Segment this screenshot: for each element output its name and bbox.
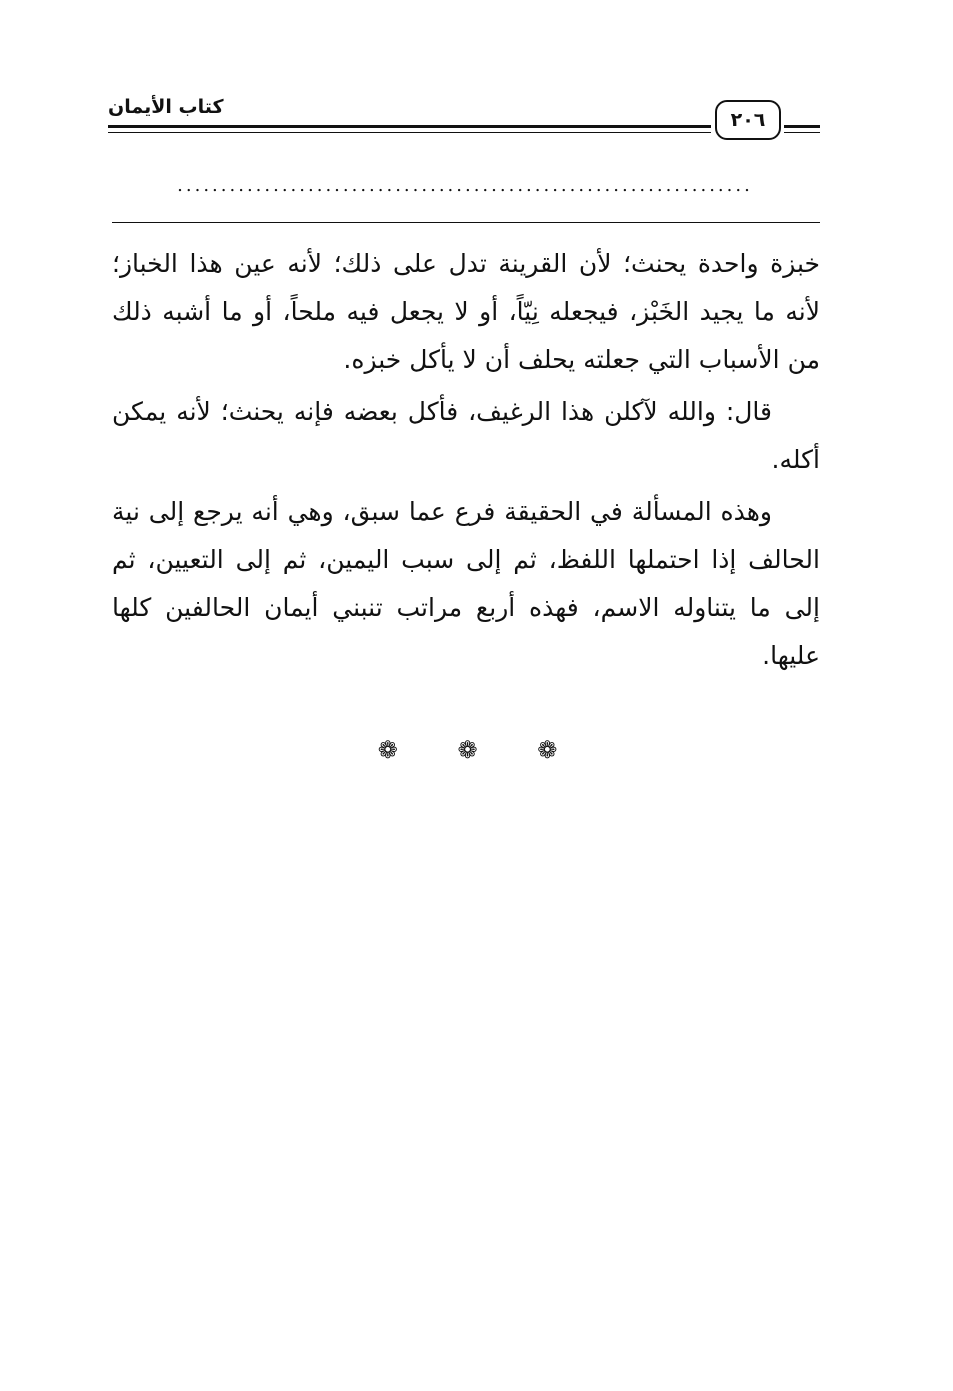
header-rule-right-thin xyxy=(784,132,820,133)
content-separator xyxy=(112,222,820,223)
paragraph-qal: قال: والله لآكلن هذا الرغيف، فأكل بعضه فإنه يحنث؛ لأنه يمكن أكله. xyxy=(112,397,820,474)
section-end-ornaments xyxy=(0,736,953,764)
flower-ornament-icon: ❁ xyxy=(457,736,496,764)
running-title: كتاب الأيمان xyxy=(108,96,224,118)
body-text xyxy=(112,240,820,684)
omission-dots: .................................................................. xyxy=(177,175,753,196)
flower-ornament-icon: ❁ xyxy=(537,736,576,764)
header-rule-thin xyxy=(108,132,711,133)
page-number: ٢٠٦ xyxy=(715,100,781,140)
flower-ornament-icon: ❁ xyxy=(377,736,416,764)
page-header xyxy=(108,92,820,152)
paragraph-continuation: خبزة واحدة يحنث؛ لأن القرينة تدل على ذلك؛ لأنه عين هذا الخباز؛ لأنه ما يجيد الخَبْز، فيجعله نِيّاً، أو لا يجعل فيه ملحاً، أو ما أشبه ذلك من الأسباب التي جعلته يحلف أن لا يأكل خبزه. xyxy=(112,249,820,374)
header-rule-thick xyxy=(108,125,711,128)
header-rule-right-thick xyxy=(784,125,820,128)
paragraph-masala: وهذه المسألة في الحقيقة فرع عما سبق، وهي أنه يرجع إلى نية الحالف إذا احتملها اللفظ، ثم إلى سبب اليمين، ثم إلى التعيين، ثم إلى ما يتناوله الاسم، فهذه أربع مراتب تنبني أيمان الحالفين كلها عليها. xyxy=(112,497,820,670)
